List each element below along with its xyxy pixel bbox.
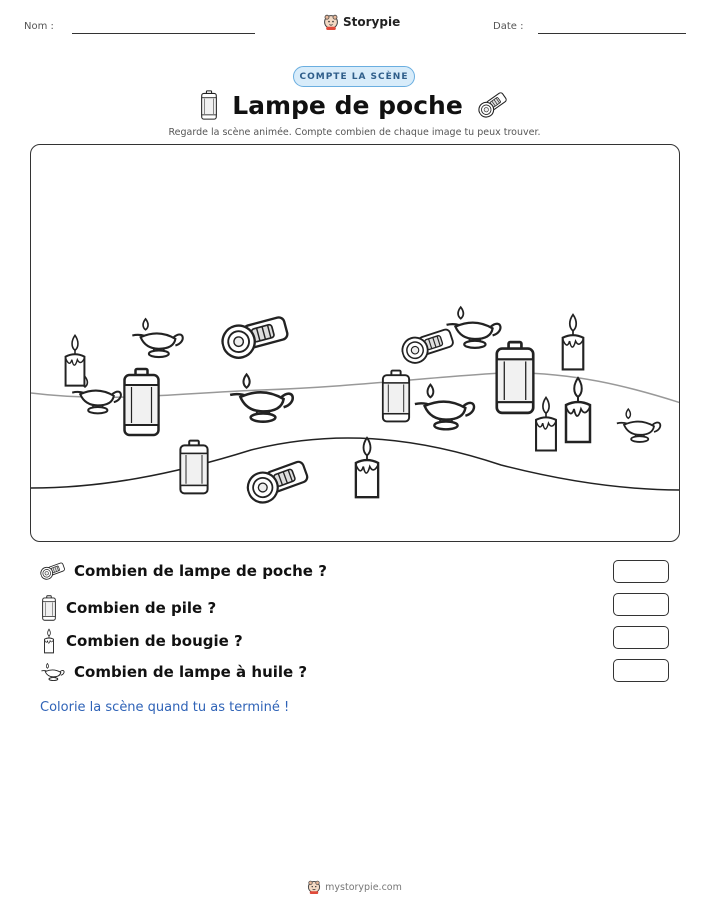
- question-row-flashlight: [40, 562, 327, 580]
- mascot-icon: [323, 14, 339, 30]
- answer-box-candle[interactable]: [613, 626, 669, 649]
- oil-lamp-3: [230, 374, 293, 421]
- flashlight-3: [244, 458, 311, 507]
- brand-name: Storypie: [343, 15, 401, 29]
- scene-illustration: [31, 145, 680, 542]
- answer-box-flashlight[interactable]: [613, 560, 669, 583]
- instructions: Regarde la scène animée. Compte combien de chaque image tu peux trouver.: [168, 127, 541, 138]
- oil-lamp-5: [447, 307, 501, 348]
- question-text: Combien de lampe de poche ?: [74, 562, 327, 580]
- name-label: Nom :: [24, 21, 54, 32]
- candle-3: [563, 315, 584, 370]
- question-row-battery: [40, 595, 216, 621]
- oil-lamp-icon: [40, 662, 66, 682]
- question-text: Combien de bougie ?: [66, 632, 243, 650]
- flashlight-icon: [473, 87, 512, 123]
- oil-lamp-1: [132, 319, 182, 357]
- date-field[interactable]: [538, 33, 686, 34]
- name-field[interactable]: [72, 33, 255, 34]
- battery-1: [125, 369, 159, 435]
- brand-logo: [323, 14, 400, 30]
- site-url: mystorypie.com: [325, 881, 402, 893]
- oil-lamp-4: [415, 385, 474, 430]
- coloring-note: Colorie la scène quand tu as terminé !: [40, 700, 290, 715]
- question-text: Combien de lampe à huile ?: [74, 663, 308, 681]
- battery-icon: [200, 90, 218, 120]
- candle-icon: [40, 628, 58, 654]
- battery-2: [180, 441, 207, 494]
- battery-3: [383, 371, 409, 422]
- candle-4: [536, 397, 556, 450]
- counting-scene[interactable]: [30, 144, 680, 542]
- candle-2: [356, 438, 378, 497]
- flashlight-2: [399, 326, 456, 366]
- candle-5: [566, 378, 590, 442]
- date-label: Date :: [493, 21, 524, 32]
- footer-site: [0, 880, 709, 894]
- question-text: Combien de pile ?: [66, 599, 217, 617]
- battery-4: [497, 342, 533, 413]
- oil-lamp-6: [617, 409, 660, 442]
- mascot-icon: [307, 880, 321, 894]
- page-title: Lampe de poche: [232, 90, 463, 120]
- title-row: [0, 90, 709, 120]
- activity-badge: COMPTE LA SCÈNE: [293, 66, 415, 87]
- candle-1: [66, 335, 85, 385]
- flashlight-icon: [38, 559, 68, 583]
- question-row-candle: [40, 628, 243, 654]
- battery-icon: [40, 595, 58, 621]
- answer-box-battery[interactable]: [613, 593, 669, 616]
- answer-box-oil-lamp[interactable]: [613, 659, 669, 682]
- question-row-oil-lamp: [40, 662, 307, 682]
- flashlight-1: [219, 313, 290, 361]
